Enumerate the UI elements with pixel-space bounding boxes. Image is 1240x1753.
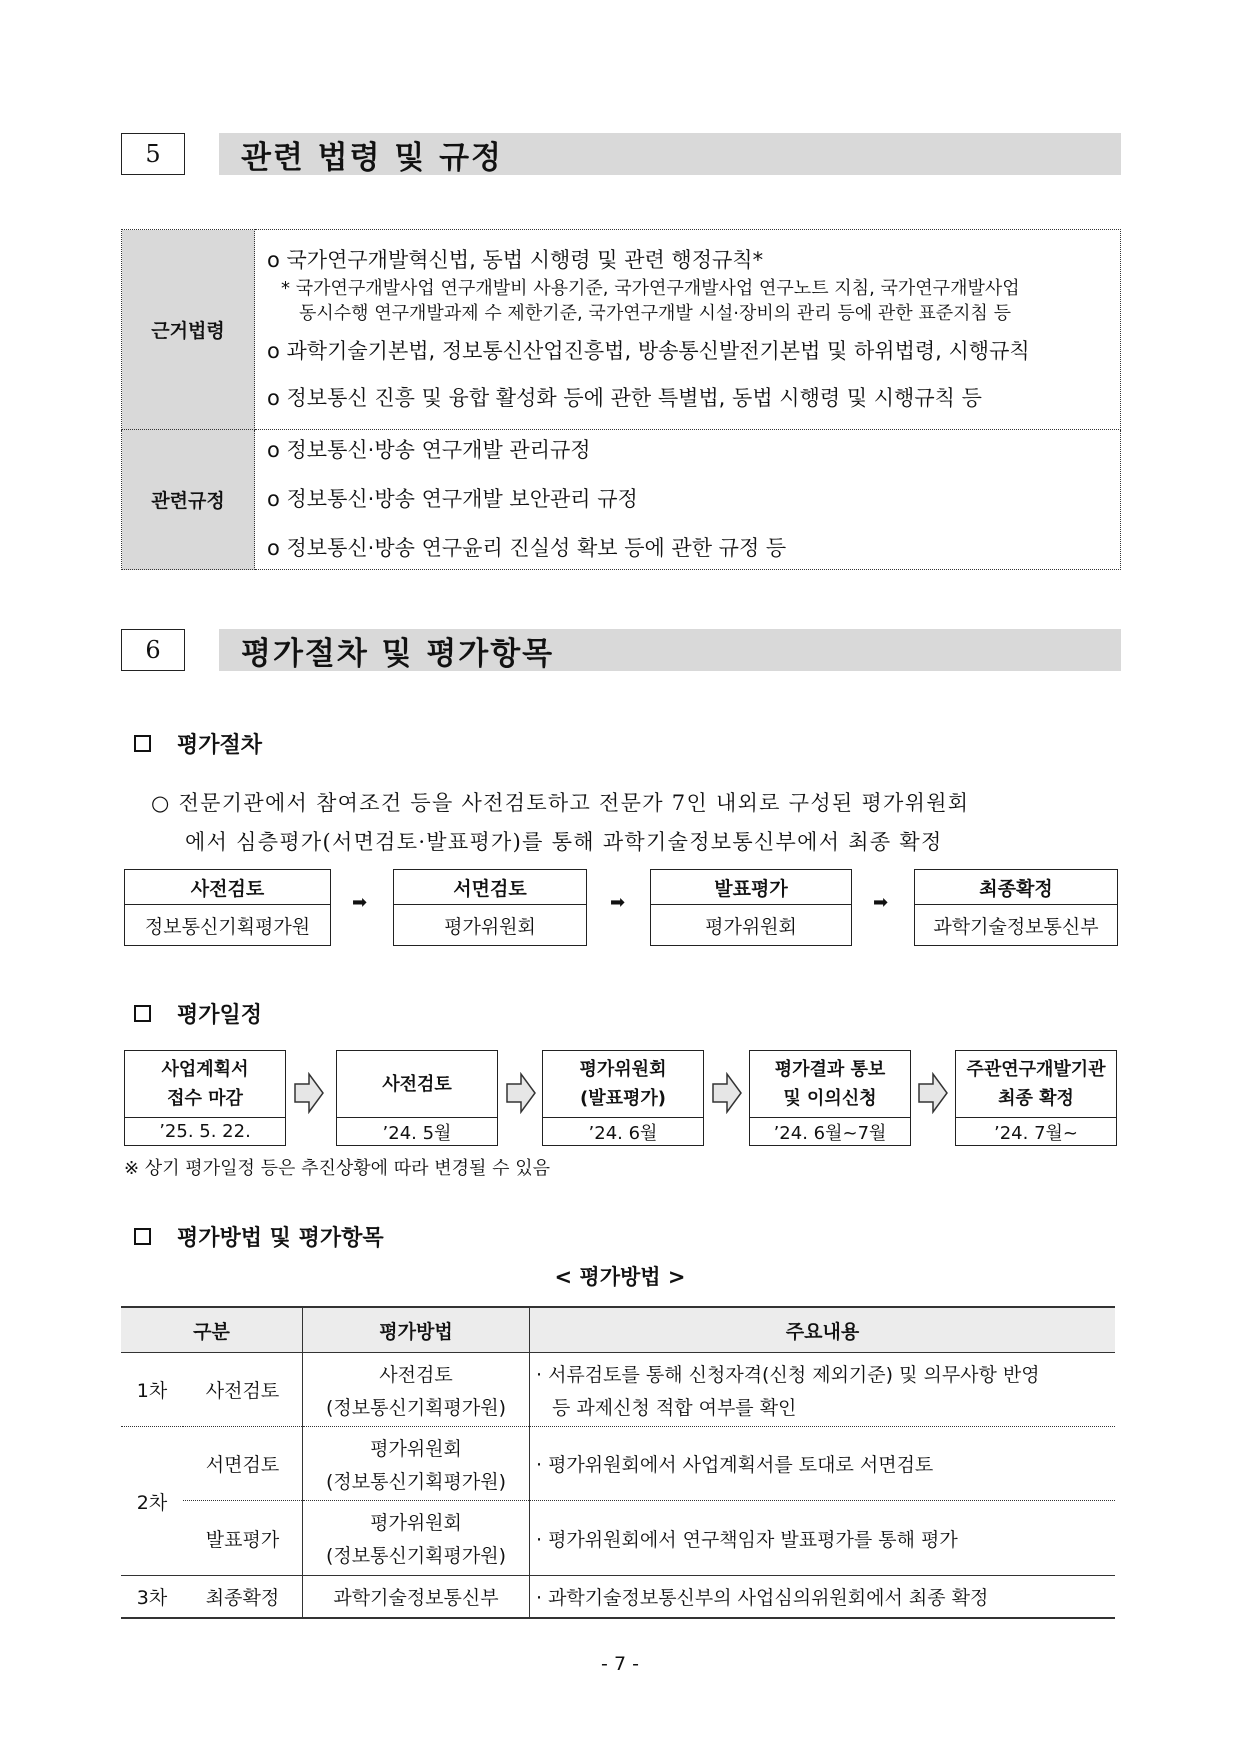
arrow-right-icon: [917, 1072, 949, 1114]
schedule-step: 평가위원회 (발표평가) ’24. 6월: [542, 1050, 704, 1146]
process-step: 최종확정 과학기술정보통신부: [914, 869, 1118, 946]
section-title: 관련 법령 및 규정: [219, 133, 1121, 175]
table-row: 3차 최종확정 과학기술정보통신부 · 과학기술정보통신부의 사업심의위원회에서 최종 확정: [121, 1576, 1115, 1618]
law-item: o 국가연구개발혁신법, 동법 시행령 및 관련 행정규칙*: [267, 248, 764, 272]
method-table: [121, 1306, 1115, 1619]
section-number: 5: [121, 133, 185, 175]
law-item: o 정보통신 진흥 및 융합 활성화 등에 관한 특별법, 동법 시행령 및 시행규칙 등: [267, 386, 982, 410]
column-header: 주요내용: [530, 1307, 1116, 1353]
subheading-schedule: 평가일정: [134, 998, 262, 1029]
procedure-paragraph: 에서 심층평가(서면검토·발표평가)를 통해 과학기술정보통신부에서 최종 확정: [185, 830, 943, 854]
schedule-step: 주관연구개발기관 최종 확정 ’24. 7월~: [955, 1050, 1117, 1146]
column-header: 구분: [121, 1307, 303, 1353]
schedule-step: 사업계획서 접수 마감 ’25. 5. 22.: [124, 1050, 286, 1146]
table-row: 발표평가 평가위원회 (정보통신기획평가원) · 평가위원회에서 연구책임자 발표평가를 통해 평가: [121, 1501, 1115, 1576]
law-note: 동시수행 연구개발과제 수 제한기준, 국가연구개발 시설·장비의 관리 등에 관한 표준지침 등: [299, 303, 1012, 324]
row-label-basis-law: 근거법령: [122, 230, 255, 430]
procedure-paragraph: ○ 전문기관에서 참여조건 등을 사전검토하고 전문가 7인 내외로 구성된 평가위원회: [151, 791, 970, 815]
related-regulation-cell: [255, 430, 1121, 570]
regulation-item: o 정보통신·방송 연구개발 보안관리 규정: [267, 487, 638, 511]
table-row: 2차 서면검토 평가위원회 (정보통신기획평가원) · 평가위원회에서 사업계획서를 토대로 서면검토: [121, 1427, 1115, 1501]
table-title: < 평가방법 >: [554, 1265, 686, 1289]
subheading-procedure: 평가절차: [134, 728, 262, 759]
schedule-step: 사전검토 ’24. 5월: [336, 1050, 498, 1146]
arrow-right-icon: ➡: [873, 892, 889, 913]
regulation-item: o 정보통신·방송 연구개발 관리규정: [267, 438, 591, 462]
process-step: 발표평가 평가위원회: [650, 869, 852, 946]
arrow-right-icon: ➡: [352, 892, 368, 913]
checkbox-icon: [134, 735, 151, 752]
page-number: - 7 -: [601, 1653, 639, 1675]
table-row: 1차 사전검토 사전검토 (정보통신기획평가원) · 서류검토를 통해 신청자격(신청 제외기준) 및 의무사항 반영 등 과제신청 적합 여부를 확인: [121, 1353, 1115, 1427]
arrow-right-icon: [711, 1072, 743, 1114]
arrow-right-icon: [293, 1072, 325, 1114]
subheading-method: 평가방법 및 평가항목: [134, 1221, 384, 1252]
section-title: 평가절차 및 평가항목: [219, 629, 1121, 671]
checkbox-icon: [134, 1005, 151, 1022]
arrow-right-icon: ➡: [610, 892, 626, 913]
basis-law-cell: [255, 230, 1121, 430]
law-item: o 과학기술기본법, 정보통신산업진흥법, 방송통신발전기본법 및 하위법령, 시행규칙: [267, 339, 1030, 363]
schedule-note: ※ 상기 평가일정 등은 추진상황에 따라 변경될 수 있음: [124, 1158, 551, 1179]
schedule-step: 평가결과 통보 및 이의신청 ’24. 6월~7월: [749, 1050, 911, 1146]
arrow-right-icon: [505, 1072, 537, 1114]
law-table: [121, 229, 1121, 570]
checkbox-icon: [134, 1228, 151, 1245]
regulation-item: o 정보통신·방송 연구윤리 진실성 확보 등에 관한 규정 등: [267, 536, 787, 560]
row-label-related-regulation: 관련규정: [122, 430, 255, 570]
process-step: 서면검토 평가위원회: [393, 869, 587, 946]
law-note: * 국가연구개발사업 연구개발비 사용기준, 국가연구개발사업 연구노트 지침, 국가연구개발사업: [281, 278, 1020, 299]
column-header: 평가방법: [303, 1307, 530, 1353]
process-step: 사전검토 정보통신기획평가원: [124, 869, 331, 946]
section-number: 6: [121, 629, 185, 671]
